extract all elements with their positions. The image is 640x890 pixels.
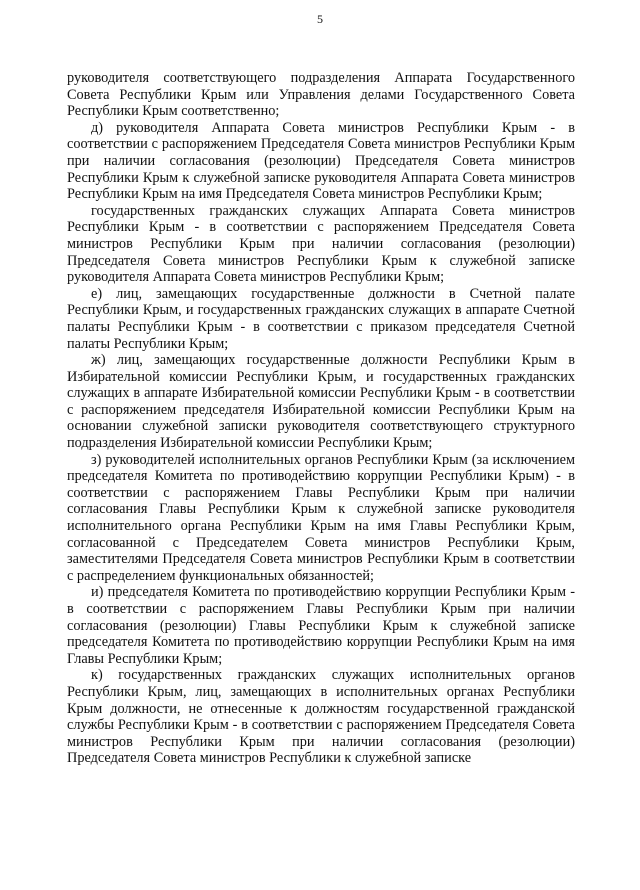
paragraph-zh: ж) лиц, замещающих государственные должности Республики Крым в Избирательной комиссии Республики Крым, и государственных гражданских служащих в аппарате Избирательной комиссии Республики Крым - в соответствии с распоряжением председателя Избирательной комиссии Республики Крым на основании служебной записки руководителя соответствующего структурного подразделения Избирательной комиссии Республики Крым; [67,352,575,452]
paragraph-d: д) руководителя Аппарата Совета министров Республики Крым - в соответствии с распоряжением Председателя Совета министров Республики Крым при наличии согласования (резолюции) Председателя Совета министров Республики Крым к служебной записке руководителя Аппарата Совета министров Республики Крым на имя Председателя Совета министров Республики Крым; [67,119,575,203]
paragraph-d-staff: государственных гражданских служащих Аппарата Совета министров Республики Крым - в соответствии с распоряжением Председателя Совета министров Республики Крым при наличии согласования (резолюции) Председателя Совета министров Республики Крым к служебной записке руководителя Аппарата Совета министров Республики Крым; [67,202,575,286]
paragraph-e: е) лиц, замещающих государственные должности в Счетной палате Республики Крым, и государственных гражданских служащих в аппарате Счетной палаты Республики Крым - в соответствии с приказом председателя Счетной палаты Республики Крым; [67,285,575,352]
page-number: 5 [317,12,323,26]
paragraph-continuation: руководителя соответствующего подразделения Аппарата Государственного Совета Республики Крым или Управления делами Государственного Совета Республики Крым соответственно; [67,70,575,120]
document-body [67,70,575,767]
paragraph-z: з) руководителей исполнительных органов Республики Крым (за исключением председателя Комитета по противодействию коррупции Республики Крым) - в соответствии с распоряжением Главы Республики Крым при наличии согласования Главы Республики Крым к служебной записке руководителя исполнительного органа Республики Крым на имя Главы Республики Крым, согласованной с Председателем Совета министров Республики Крым, заместителями Председателя Совета министров Республики Крым в соответствии с распределением функциональных обязанностей; [67,451,575,584]
paragraph-k: к) государственных гражданских служащих исполнительных органов Республики Крым, лиц, замещающих в исполнительных органах Республики Крым должности, не отнесенные к должностям государственной гражданской службы Республики Крым - в соответствии с распоряжением Председателя Совета министров Республики Крым при наличии согласования (резолюции) Председателя Совета министров Республики к служебной записке [67,667,575,767]
paragraph-i: и) председателя Комитета по противодействию коррупции Республики Крым - в соответствии с распоряжением Главы Республики Крым при наличии согласования (резолюции) Главы Республики Крым к служебной записке председателя Комитета по противодействию коррупции Республики Крым на имя Главы Республики Крым; [67,584,575,667]
